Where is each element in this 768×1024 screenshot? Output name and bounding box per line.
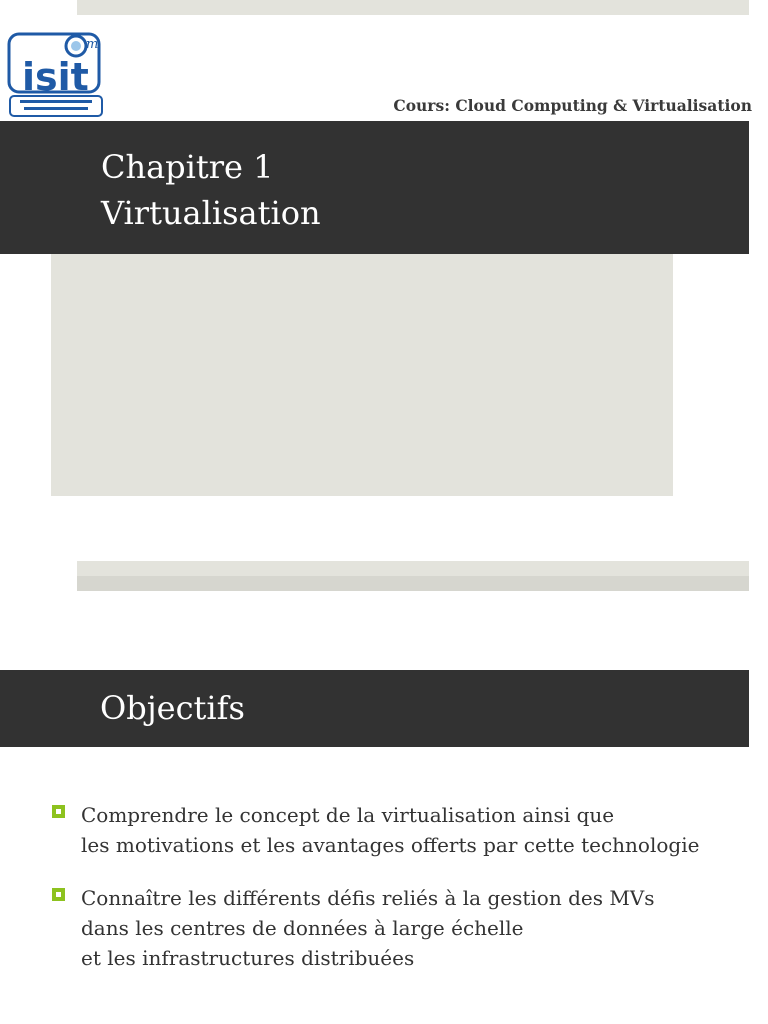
course-title: Cours: Cloud Computing & Virtualisation: [393, 96, 752, 115]
chapter-number: Chapitre 1: [101, 148, 274, 186]
svg-text:m: m: [86, 37, 99, 52]
list-item-line: Connaître les différents défis reliés à la gestion des MVs: [81, 886, 655, 910]
top-band: [77, 0, 749, 15]
objectives-list: [52, 800, 752, 996]
list-item-line: dans les centres de données à large échelle: [81, 916, 524, 940]
list-item: [52, 800, 752, 860]
chapter-title-bar: [0, 121, 749, 254]
list-item: [52, 883, 752, 973]
isit-logo: [6, 30, 106, 120]
slide-separator-band: [77, 561, 749, 591]
list-item-line: et les infrastructures distribuées: [81, 946, 415, 970]
list-item-line: Comprendre le concept de la virtualisation ainsi que: [81, 803, 615, 827]
square-bullet-icon: [52, 888, 65, 901]
list-item-line: les motivations et les avantages offerts par cette technologie: [81, 833, 700, 857]
objectives-title-bar: [0, 670, 749, 747]
objectives-title: Objectifs: [100, 689, 245, 727]
chapter-title: Virtualisation: [101, 194, 321, 232]
square-bullet-icon: [52, 805, 65, 818]
content-placeholder-box: [51, 254, 673, 496]
logo-text: isit: [22, 55, 89, 99]
